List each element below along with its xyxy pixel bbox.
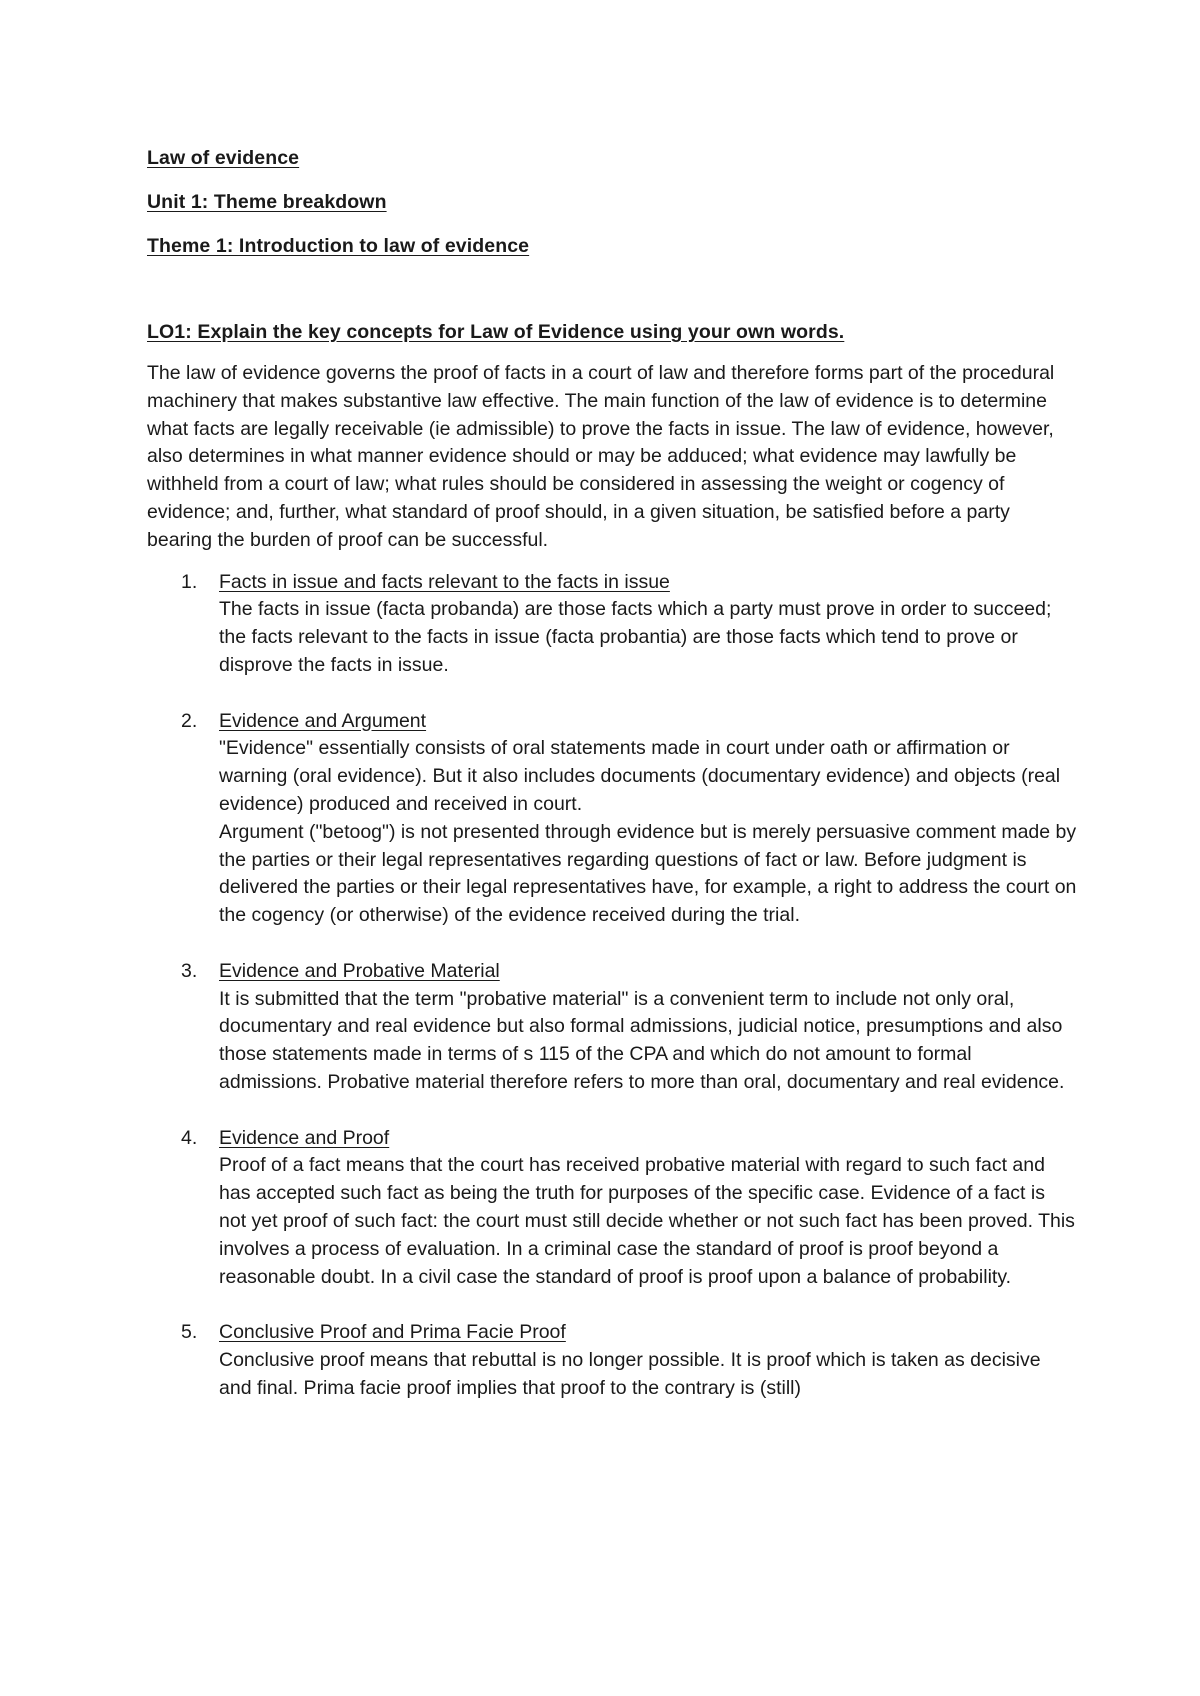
list-item-paragraph: Proof of a fact means that the court has received probative material with regard to such fact and has accepted such fact as being the truth for purposes of the specific case. Evidence of a fact is not yet proof of such fact: the court must still decide whether or not such fact has been proved. This involves a process of evaluation. In a criminal case the standard of proof is proof beyond a reasonable doubt. In a civil case the standard of proof is proof upon a balance of probability. — [219, 1154, 1075, 1288]
list-item — [147, 569, 1077, 680]
list-item-title: Conclusive Proof and Prima Facie Proof — [219, 1321, 566, 1344]
list-item-paragraph: Argument ("betoog") is not presented through evidence but is merely persuasive comment made by the parties or their legal representatives regarding questions of fact or law. Before judgment is delivered the parties or their legal representatives have, for example, a right to address the court on the cogency (or otherwise) of the evidence received during the trial. — [219, 820, 1077, 927]
document-page — [147, 144, 1077, 1430]
list-item — [147, 1125, 1077, 1292]
list-item-paragraph: It is submitted that the term "probative material" is a convenient term to include not only oral, documentary and real evidence but also formal admissions, judicial notice, presumptions and also those statements made in terms of s 115 of the CPA and which do not amount to formal admissions. Probative material therefore refers to more than oral, documentary and real evidence. — [219, 987, 1065, 1093]
list-item-paragraph: The facts in issue (facta probanda) are those facts which a party must prove in order to succeed; — [219, 598, 1052, 621]
document-title: Law of evidence — [147, 147, 300, 169]
list-item-number: 4. — [181, 1126, 198, 1149]
list-item — [147, 958, 1077, 1097]
list-item-title: Evidence and Probative Material — [219, 959, 500, 982]
list-item-paragraph: the facts relevant to the facts in issue (facta probantia) are those facts which tend to prove or disprove the facts in issue. — [219, 626, 1018, 676]
theme-heading: Theme 1: Introduction to law of evidence — [147, 235, 530, 257]
list-item-title: Facts in issue and facts relevant to the facts in issue — [219, 570, 670, 593]
list-item — [147, 1319, 1077, 1402]
concept-list — [147, 569, 1077, 1403]
unit-heading: Unit 1: Theme breakdown — [147, 191, 387, 213]
learning-outcome-heading: LO1: Explain the key concepts for Law of Evidence using your own words. — [147, 321, 845, 343]
list-item — [147, 708, 1077, 930]
list-item-paragraph: "Evidence" essentially consists of oral statements made in court under oath or affirmation or warning (oral evidence). But it also includes documents (documentary evidence) and objects (real evidence) produced and received in court. — [219, 737, 1061, 815]
list-item-number: 1. — [181, 570, 198, 593]
intro-paragraph: The law of evidence governs the proof of facts in a court of law and therefore forms part of the procedural machinery that makes substantive law effective. The main function of the law of evidence is to determine what facts are legally receivable (ie admissible) to prove the facts in issue. The law of evidence, however, also determines in what manner evidence should or may be adduced; what evidence may lawfully be withheld from a court of law; what rules should be considered in assessing the weight or cogency of evidence; and, further, what standard of proof should, in a given situation, be satisfied before a party bearing the burden of proof can be successful. — [147, 362, 1055, 551]
list-item-number: 5. — [181, 1321, 198, 1344]
list-item-number: 2. — [181, 709, 198, 732]
list-item-paragraph: Conclusive proof means that rebuttal is no longer possible. It is proof which is taken as decisive and final. Prima facie proof implies that proof to the contrary is (still) — [219, 1348, 1041, 1399]
list-item-number: 3. — [181, 959, 198, 982]
list-item-title: Evidence and Argument — [219, 709, 427, 732]
list-item-title: Evidence and Proof — [219, 1126, 390, 1149]
